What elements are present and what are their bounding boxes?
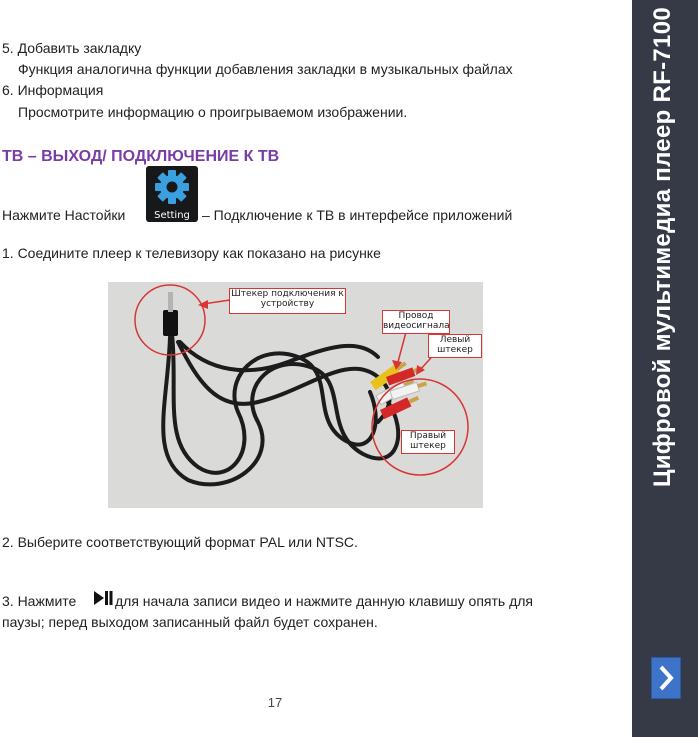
callout-video-cable: Провод видеосигнала [382, 310, 450, 334]
gear-icon [146, 166, 198, 222]
play-pause-icon [93, 590, 113, 606]
callout-left-plug: Левый штекер [428, 334, 482, 358]
setting-icon-label: Setting [154, 210, 190, 221]
step-1-text: 1. Соедините плеер к телевизору как показано на рисунке [2, 245, 381, 261]
callout-right-plug: Правый штекер [401, 430, 455, 454]
sidebar-title: Цифровой мультимедиа плеер RF-7100 [649, 6, 676, 488]
gear-graphic [146, 166, 198, 210]
item-info-desc: Просмотрите информацию о проигрываемом изображении. [18, 104, 408, 120]
step-3-text-line2: паузы; перед выходом записанный файл будет сохранен. [2, 614, 378, 630]
chevron-right-icon [652, 658, 680, 698]
page-number: 17 [267, 695, 283, 710]
section-heading: ТВ – ВЫХОД/ ПОДКЛЮЧЕНИЕ К ТВ [2, 148, 280, 165]
step-3-text-after: для начала записи видео и нажмите данную клавишу опять для [115, 593, 534, 609]
item-info-title: 6. Информация [2, 82, 104, 98]
step-2-text: 2. Выберите соответствующий формат PAL или NTSC. [2, 534, 358, 550]
item-bookmark-title: 5. Добавить закладку [2, 40, 142, 56]
next-page-button[interactable] [651, 657, 681, 699]
step-3-text-before: 3. Нажмите [2, 593, 77, 609]
instruction-text-after: – Подключение к ТВ в интерфейсе приложений [202, 207, 513, 223]
item-bookmark-desc: Функция аналогична функции добавления закладки в музыкальных файлах [18, 61, 513, 77]
instruction-text-before: Нажмите Настойки [2, 207, 126, 223]
cable-photo [108, 282, 483, 508]
callout-device-plug: Штекер подключения к устройству [229, 288, 346, 314]
sidebar-title-wrap [638, 6, 688, 488]
